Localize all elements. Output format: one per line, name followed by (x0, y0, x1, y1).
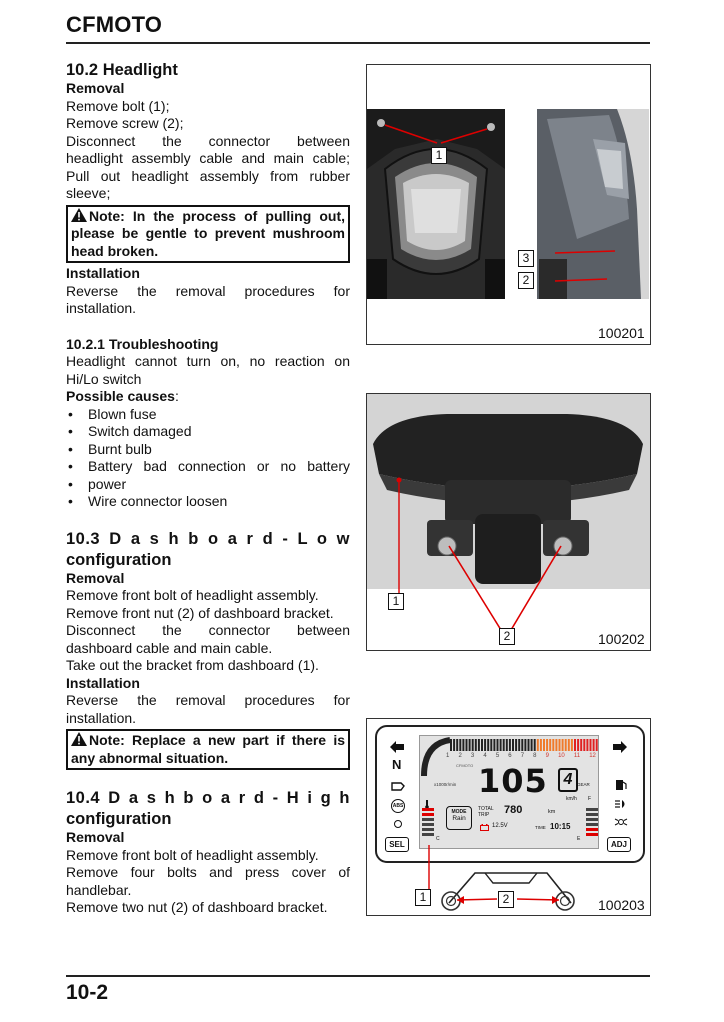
callout-3: 3 (518, 250, 534, 267)
section-title-dash-high: 10.4 D a s h b o a r d - H i g h (66, 789, 350, 807)
figure-headlight (366, 64, 651, 345)
callout-1: 1 (388, 593, 404, 610)
time-value: 10:15 (550, 822, 571, 831)
trip-label: TRIP (478, 812, 490, 818)
rpm-tick-label: 9 (545, 753, 549, 759)
brand-header: CFMOTO (66, 12, 163, 37)
footer-rule (66, 975, 650, 977)
text-column (66, 60, 350, 917)
rpm-tick-label: 4 (483, 753, 487, 759)
figure-dashboard-low (366, 393, 651, 651)
rpm-tick-label: 12 (589, 753, 596, 759)
removal-heading: Removal (66, 569, 125, 586)
step: Disconnect the connector between (66, 622, 350, 638)
step: sleeve; (66, 185, 111, 201)
note-box-headlight (66, 205, 350, 264)
rpm-tick-label: 5 (495, 753, 500, 759)
figure-number: 100201 (598, 325, 645, 341)
installation-text: Reverse the removal procedures for (66, 692, 350, 708)
step: Remove screw (2); (66, 115, 184, 131)
note-line: Note: Replace a new part if there is (89, 732, 345, 748)
neutral-indicator: N (392, 757, 402, 772)
step: Remove two nut (2) of dashboard bracket. (66, 899, 328, 915)
installation-text: installation. (66, 300, 137, 316)
voltage-value: 12.5V (492, 823, 508, 829)
installation-text: installation. (66, 709, 137, 726)
installation-text: Reverse the removal procedures for (66, 282, 350, 299)
temp-label: C (436, 836, 440, 842)
step: Pull out headlight assembly from rubber (66, 167, 350, 184)
symptom-text: Headlight cannot turn on, no reaction on (66, 353, 350, 369)
warning-icon (71, 732, 87, 746)
note-box-dashboard (66, 729, 350, 770)
odometer-value: 780 (504, 804, 523, 816)
figure-dashboard-high (366, 718, 651, 916)
step: Disconnect the connector between (66, 132, 350, 149)
list-item: • Battery bad connection or no battery (66, 458, 350, 476)
rpm-tick-label: 3 (470, 753, 475, 759)
section-title-dash-low: 10.3 D a s h b o a r d - L o w (66, 529, 350, 548)
page-number: 10-2 (66, 981, 109, 1004)
adj-button[interactable]: ADJ (607, 837, 631, 852)
rpm-tick-label: 7 (520, 753, 525, 759)
removal-heading: Removal (66, 80, 125, 96)
step: handlebar. (66, 881, 132, 898)
note-line: please be gentle to prevent mushroom (71, 225, 345, 241)
section-title-headlight: 10.2 Headlight (66, 61, 178, 79)
step: dashboard cable and main cable. (66, 639, 273, 656)
callout-2: 2 (518, 272, 534, 289)
rpm-tick-label: 1 (446, 753, 450, 759)
step: Remove bolt (1); (66, 97, 170, 114)
section-title-dash-high-2: configuration (66, 810, 172, 828)
step: Take out the bracket from dashboard (1). (66, 657, 319, 673)
list-item-continuation: • power (66, 476, 350, 494)
mode-label: MODE (451, 809, 467, 815)
speed-value: 105 (478, 762, 548, 800)
step: Remove front bolt of headlight assembly. (66, 846, 319, 863)
section-title-troubleshooting: 10.2.1 Troubleshooting (66, 335, 219, 352)
figure-number: 100203 (598, 897, 645, 913)
installation-heading: Installation (66, 674, 140, 691)
removal-heading: Removal (66, 829, 125, 845)
callout-2: 2 (498, 891, 514, 908)
sel-button[interactable]: SEL (385, 837, 409, 852)
dashboard-bracket (367, 719, 650, 915)
step: headlight assembly cable and main cable; (66, 150, 350, 166)
callout-2: 2 (499, 628, 515, 645)
callout-1: 1 (431, 147, 447, 164)
note-line: Note: In the process of pulling out, (89, 207, 345, 224)
brand-small: CFMOTO (456, 763, 474, 768)
callout-lines (367, 394, 650, 650)
speed-unit: km/h (566, 796, 577, 802)
step: Remove four bolts and press cover of (66, 864, 350, 880)
list-item: • Wire connector loosen (66, 493, 350, 511)
gear-label: GEAR (577, 782, 590, 787)
mode-value: Rain (452, 815, 466, 822)
list-item: • Switch damaged (66, 423, 350, 441)
total-label: TOTAL (478, 806, 494, 812)
warning-icon (71, 208, 87, 222)
figure-number: 100202 (598, 631, 645, 647)
header-rule (66, 42, 650, 44)
list-item: • Burnt bulb (66, 441, 350, 459)
step: Remove front nut (2) of dashboard bracket. (66, 604, 334, 621)
causes-colon: : (174, 388, 179, 404)
causes-list (66, 406, 350, 511)
fuel-label: E (577, 836, 581, 842)
note-line: any abnormal situation. (71, 749, 229, 766)
note-line: head broken. (71, 242, 159, 259)
rpm-tick-label: 8 (533, 753, 537, 759)
list-item: • Blown fuse (66, 406, 350, 424)
installation-heading: Installation (66, 265, 140, 281)
callout-1: 1 (415, 889, 431, 906)
time-label: TIME (535, 825, 546, 830)
causes-heading: Possible causes (66, 388, 175, 404)
step: Remove front bolt of headlight assembly. (66, 587, 319, 603)
rpm-tick-label: 6 (508, 753, 512, 759)
odometer-unit: km (548, 809, 556, 815)
rpm-tick-label: 11 (573, 753, 581, 759)
rpm-unit: x1000r/min (434, 782, 457, 787)
rpm-tick-label: 2 (458, 753, 462, 759)
headlight-photo-side (537, 109, 649, 299)
symptom-text: Hi/Lo switch (66, 370, 142, 387)
rpm-tick-label: 10 (558, 753, 565, 759)
fuel-full-label: F (588, 796, 592, 802)
headlight-photo-front (367, 109, 505, 299)
abs-indicator: ABS (391, 799, 405, 813)
section-title-dash-low-2: configuration (66, 550, 172, 569)
gear-value: 4 (563, 771, 573, 788)
